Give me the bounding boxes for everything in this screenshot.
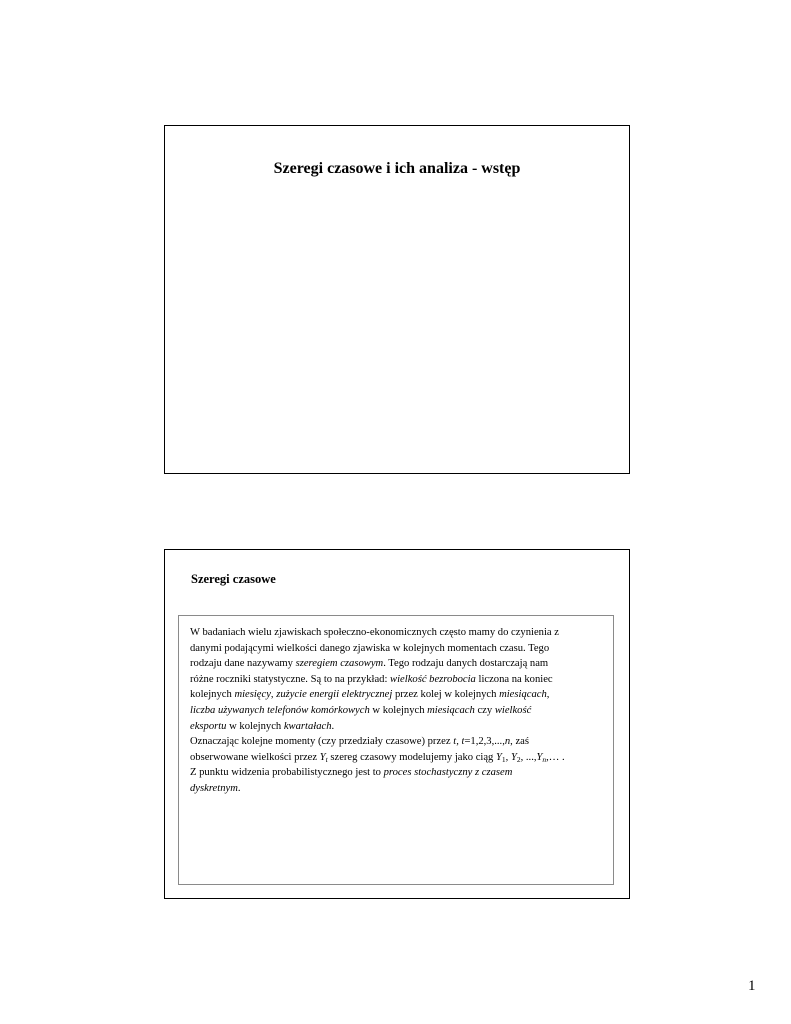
text-line: rodzaju dane nazywamy szeregiem czasowym. Tego rodzaju danych dostarczają nam [190,658,549,670]
paragraph-definition [190,625,605,734]
text-line: liczba używanych telefonów komórkowych w kolejnych miesiącach czy wielkość [190,704,532,716]
text-line: Oznaczając kolejne momenty (czy przedziały czasowe) przez t, t=1,2,3,...,n, zaś [190,736,529,747]
text-line: obserwowane wielkości przez $Y_t$ szereg czasowy modelujemy jako ciąg $Y_1$, $Y_2$, $...,Y_n,\dots$ . [190,751,565,764]
text-line: różne roczniki statystyczne. Są to na przykład: wielkość bezrobocia liczona na koniec [190,673,553,685]
text-line: eksportu w kolejnych kwartałach. [190,720,335,732]
content-box [178,615,614,885]
text-line: Z punktu widzenia probabilistycznego jest to proces stochastyczny z czasem [190,767,513,779]
page-number: 1 [748,978,756,994]
slide-1 [164,125,630,474]
slide-2 [164,549,630,899]
slide-title: Szeregi czasowe i ich analiza - wstęp [273,160,521,177]
text-line: danymi podającymi wielkości danego zjawiska w kolejnych momentach czasu. Tego [190,642,550,654]
text-line: dyskretnym. [190,782,241,794]
text-line: W badaniach wielu zjawiskach społeczno-ekonomicznych często mamy do czynienia z [190,627,559,638]
paragraph-notation [190,734,605,796]
text-line: kolejnych miesięcy, zużycie energii elektrycznej przez kolej w kolejnych miesiącach, [190,689,550,701]
slide-heading: Szeregi czasowe [191,572,276,586]
